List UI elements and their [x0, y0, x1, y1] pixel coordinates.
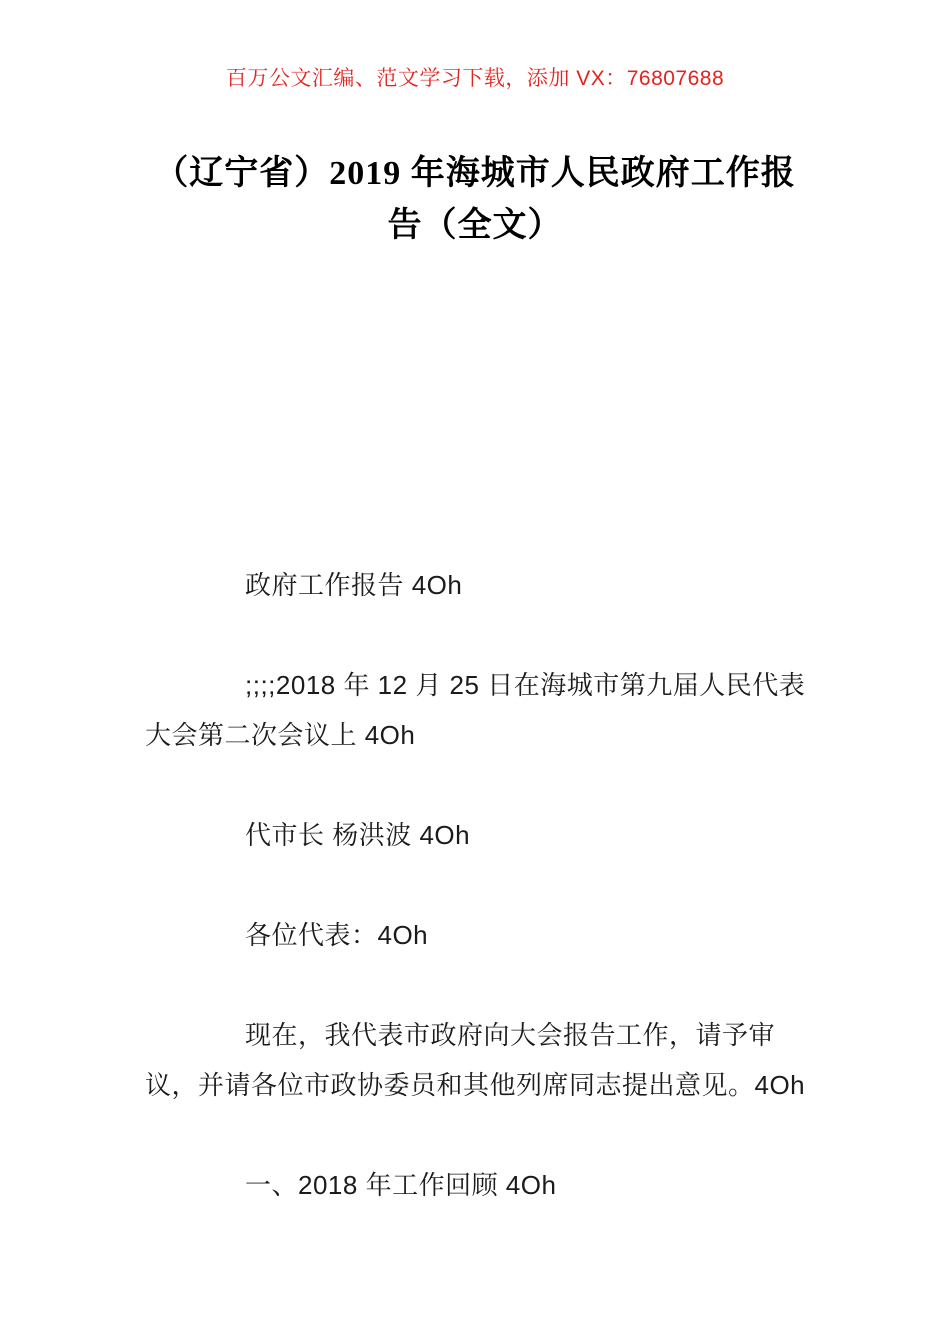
paragraph-section-heading: 一、2018 年工作回顾 4Oh [245, 1170, 557, 1200]
document-body [0, 560, 950, 1210]
paragraph-report-heading: 政府工作报告 4Oh [245, 570, 463, 600]
document-title-line-1: （辽宁省）2019 年海城市人民政府工作报 [154, 155, 796, 192]
paragraph-intro: 现在，我代表市政府向大会报告工作，请予审议，并请各位市政协委员和其他列席同志提出意见。4Oh [145, 1020, 806, 1100]
document-title [60, 148, 890, 252]
paragraph-mayor-name: 代市长 杨洪波 4Oh [245, 820, 471, 850]
document-title-line-2: 告（全文） [387, 207, 563, 244]
paragraph-salutation: 各位代表：4Oh [245, 920, 429, 950]
promo-banner: 百万公文汇编、范文学习下载，添加 VX：76807688 [225, 67, 725, 90]
paragraph-session-info: ;;;;2018 年 12 月 25 日在海城市第九届人民代表大会第二次会议上 4Oh [145, 670, 806, 750]
